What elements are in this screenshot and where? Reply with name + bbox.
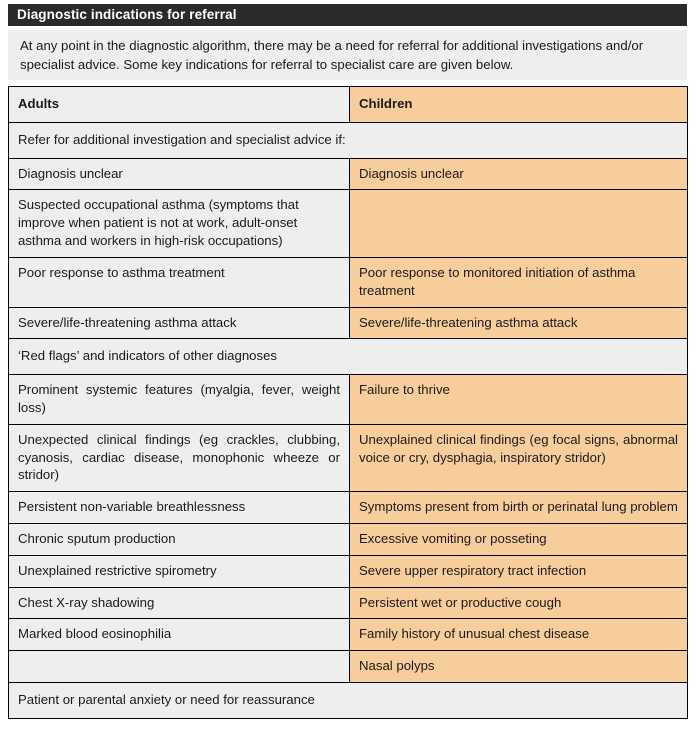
table-row [9,587,688,619]
table-row [9,424,688,491]
cell-adults-empty-nasal-polyps [9,651,350,683]
cell-children-empty-occupational-asthma [350,190,688,257]
column-header-adults: Adults [9,87,350,123]
cell-children-poor-response-to-monitored-initiation: Poor response to monitored initiation of asthma treatment [350,257,688,307]
table-row [9,307,688,339]
cell-children-family-history-of-unusual-chest-disease: Family history of unusual chest disease [350,619,688,651]
table-row [9,651,688,683]
cell-adults-unexplained-restrictive-spirometry: Unexplained restrictive spirometry [9,555,350,587]
table-row [9,158,688,190]
table-row [9,492,688,524]
referral-indications-table [8,86,688,719]
cell-adults-severe-life-threatening-asthma-attack: Severe/life-threatening asthma attack [9,307,350,339]
section-label-refer-for-additional-investigation: Refer for additional investigation and specialist advice if: [9,122,688,158]
table-row [9,375,688,425]
cell-children-severe-upper-respiratory-tract-infection: Severe upper respiratory tract infection [350,555,688,587]
cell-adults-chest-x-ray-shadowing: Chest X-ray shadowing [9,587,350,619]
figure-title-bar [8,4,687,26]
cell-children-excessive-vomiting-or-posseting: Excessive vomiting or posseting [350,524,688,556]
table-section-row [9,122,688,158]
table-section-row [9,683,688,719]
cell-children-unexplained-clinical-findings: Unexplained clinical findings (eg focal signs, abnormal voice or cry, dysphagia, inspiratory stridor) [350,424,688,491]
table-row [9,524,688,556]
cell-adults-suspected-occupational-asthma: Suspected occupational asthma (symptoms that improve when patient is not at work, adult-onset asthma and workers in high-risk occupations) [9,190,350,257]
cell-adults-poor-response-to-asthma-treatment: Poor response to asthma treatment [9,257,350,307]
table-header-row [9,87,688,123]
section-label-patient-or-parental-anxiety: Patient or parental anxiety or need for reassurance [9,683,688,719]
cell-adults-prominent-systemic-features: Prominent systemic features (myalgia, fever, weight loss) [9,375,350,425]
section-label-red-flags-and-indicators: ‘Red flags’ and indicators of other diagnoses [9,339,688,375]
cell-adults-diagnosis-unclear: Diagnosis unclear [9,158,350,190]
cell-adults-persistent-non-variable-breathlessness: Persistent non-variable breathlessness [9,492,350,524]
table-row [9,190,688,257]
cell-children-diagnosis-unclear: Diagnosis unclear [350,158,688,190]
cell-adults-unexpected-clinical-findings: Unexpected clinical findings (eg crackles, clubbing, cyanosis, cardiac disease, monophonic wheeze or stridor) [9,424,350,491]
column-header-children: Children [350,87,688,123]
table-row [9,555,688,587]
cell-children-severe-life-threatening-asthma-attack: Severe/life-threatening asthma attack [350,307,688,339]
intro-paragraph-block [8,30,687,80]
cell-children-nasal-polyps: Nasal polyps [350,651,688,683]
cell-children-persistent-wet-or-productive-cough: Persistent wet or productive cough [350,587,688,619]
cell-children-symptoms-present-from-birth: Symptoms present from birth or perinatal lung problem [350,492,688,524]
cell-adults-marked-blood-eosinophilia: Marked blood eosinophilia [9,619,350,651]
figure-title: Diagnostic indications for referral [17,7,237,23]
cell-children-failure-to-thrive: Failure to thrive [350,375,688,425]
cell-adults-chronic-sputum-production: Chronic sputum production [9,524,350,556]
table-section-row [9,339,688,375]
intro-paragraph-text: At any point in the diagnostic algorithm, there may be a need for referral for additional investigations and/or specialist advice. Some key indications for referral to specialist care are given below. [20,38,644,72]
table-body [9,87,688,719]
table-row [9,619,688,651]
table-row [9,257,688,307]
